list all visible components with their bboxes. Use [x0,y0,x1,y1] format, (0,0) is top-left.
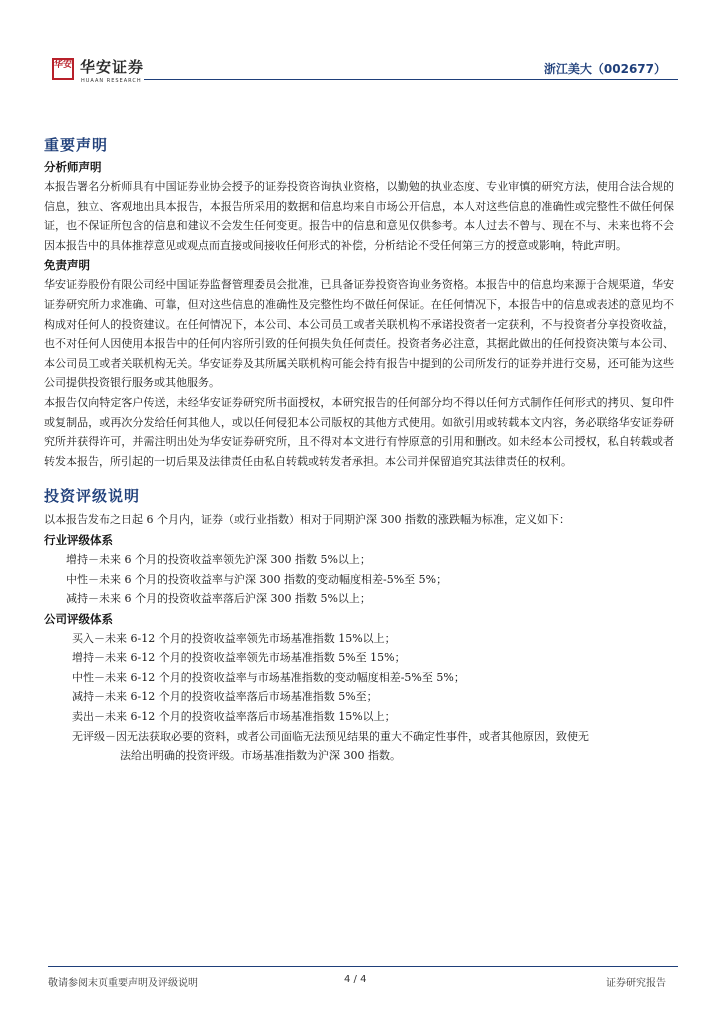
header-company-title: 浙江美大（002677） [543,62,666,76]
footer-note: 敬请参阅末页重要声明及评级说明 [48,978,198,989]
company-rating-item: 减持－未来 6-12 个月的投资收益率落后市场基准指数 5%至； [72,690,378,704]
page-number: 4 / 4 [344,974,367,985]
exemption-paragraph-2: 本报告仅向特定客户传送，未经华安证券研究所书面授权，本研究报告的任何部分均不得以任何方式制作任何形式的拷贝、复印件或复制品，或再次分发给任何其他人，或以任何侵犯本公司版权的其他方式使用。如欲引用或转载本文内容，务必联络华安证券研究所并获得许可，并需注明出处为华安证券研究所，且不得对本文进行有悖原意的引用和删改。如未经本公司授权，私自转载或者转发本报告，所引起的一切后果及法律责任由私自转载或转发者承担。本公司并保留追究其法律责任的权利。 [44,395,674,468]
page-footer [48,966,678,996]
company-rating-item: 卖出－未来 6-12 个月的投资收益率落后市场基准指数 15%以上； [72,710,396,724]
huaan-logo-icon: 华安 [52,58,74,80]
no-rating-item [44,727,674,766]
disclaimer-title: 重要声明 [44,136,109,154]
industry-rating-item: 增持－未来 6 个月的投资收益率领先沪深 300 指数 5%以上； [66,552,371,566]
analyst-heading: 分析师声明 [44,160,102,174]
header-divider [144,79,678,80]
analyst-paragraph: 本报告署名分析师具有中国证券业协会授予的证券投资咨询执业资格，以勤勉的执业态度、专业审慎的研究方法，使用合法合规的信息，独立、客观地出具本报告，本报告所采用的数据和信息均来自市场公开信息，本人对这些信息的准确性或完整性不做任何保证，也不保证所包含的信息和建议不会发生任何变更。报告中的信息和意见仅供参考。本人过去不曾与、现在不与、未来也将不会因本报告中的具体推荐意见或观点而直接或间接收任何形式的补偿，分析结论不受任何第三方的授意或影响，特此声明。 [44,180,674,252]
logo-subtext: HUAAN RESEARCH [81,78,142,84]
exemption-heading: 免责声明 [44,258,90,273]
company-rating-item: 增持－未来 6-12 个月的投资收益率领先市场基准指数 5%至 15%； [72,651,406,665]
exemption-paragraph-1: 华安证券股份有限公司经中国证券监督管理委员会批准，已具备证券投资咨询业务资格。本报告中的信息均来源于合规渠道，华安证券研究所力求准确、可靠，但对这些信息的准确性及完整性均不做任何保证。在任何情况下，本报告中的信息或表述的意见均不构成对任何人的投资建议。在任何情况下，本公司、本公司员工或者关联机构不承诺投资者一定获利，不与投资者分享投资收益，也不对任何人因使用本报告中的任何内容所引致的任何损失负任何责任。投资者务必注意，其据此做出的任何投资决策与本公司、本公司员工或者关联机构无关。华安证券及其所属关联机构可能会持有报告中提到的公司所发行的证券并进行交易，还可能为这些公司提供投资银行服务或其他服务。 [44,278,674,390]
industry-rating-heading: 行业评级体系 [44,532,113,547]
main-content [44,134,674,766]
page-header [48,52,678,92]
industry-rating-item: 减持－未来 6 个月的投资收益率落后沪深 300 指数 5%以上； [66,592,371,606]
company-rating-heading: 公司评级体系 [44,611,113,626]
industry-rating-item: 中性－未来 6 个月的投资收益率与沪深 300 指数的变动幅度相差-5%至 5%； [66,572,448,586]
logo-text: 华安证券 [80,58,145,76]
footer-divider [48,966,678,967]
no-rating-line-1: 无评级－因无法获取必要的资料，或者公司面临无法预见结果的重大不确定性事件，或者其他原因，致使无 [72,729,589,743]
footer-report-type: 证券研究报告 [606,978,666,989]
company-rating-item: 买入－未来 6-12 个月的投资收益率领先市场基准指数 15%以上； [72,631,396,645]
company-rating-item: 中性－未来 6-12 个月的投资收益率与市场基准指数的变动幅度相差-5%至 5%； [72,670,465,684]
rating-title: 投资评级说明 [44,487,141,506]
rating-intro: 以本报告发布之日起 6 个月内，证券（或行业指数）相对于同期沪深 300 指数的涨跌幅为标准，定义如下： [44,513,570,527]
no-rating-line-2: 法给出明确的投资评级。市场基准指数为沪深 300 指数。 [120,749,401,763]
